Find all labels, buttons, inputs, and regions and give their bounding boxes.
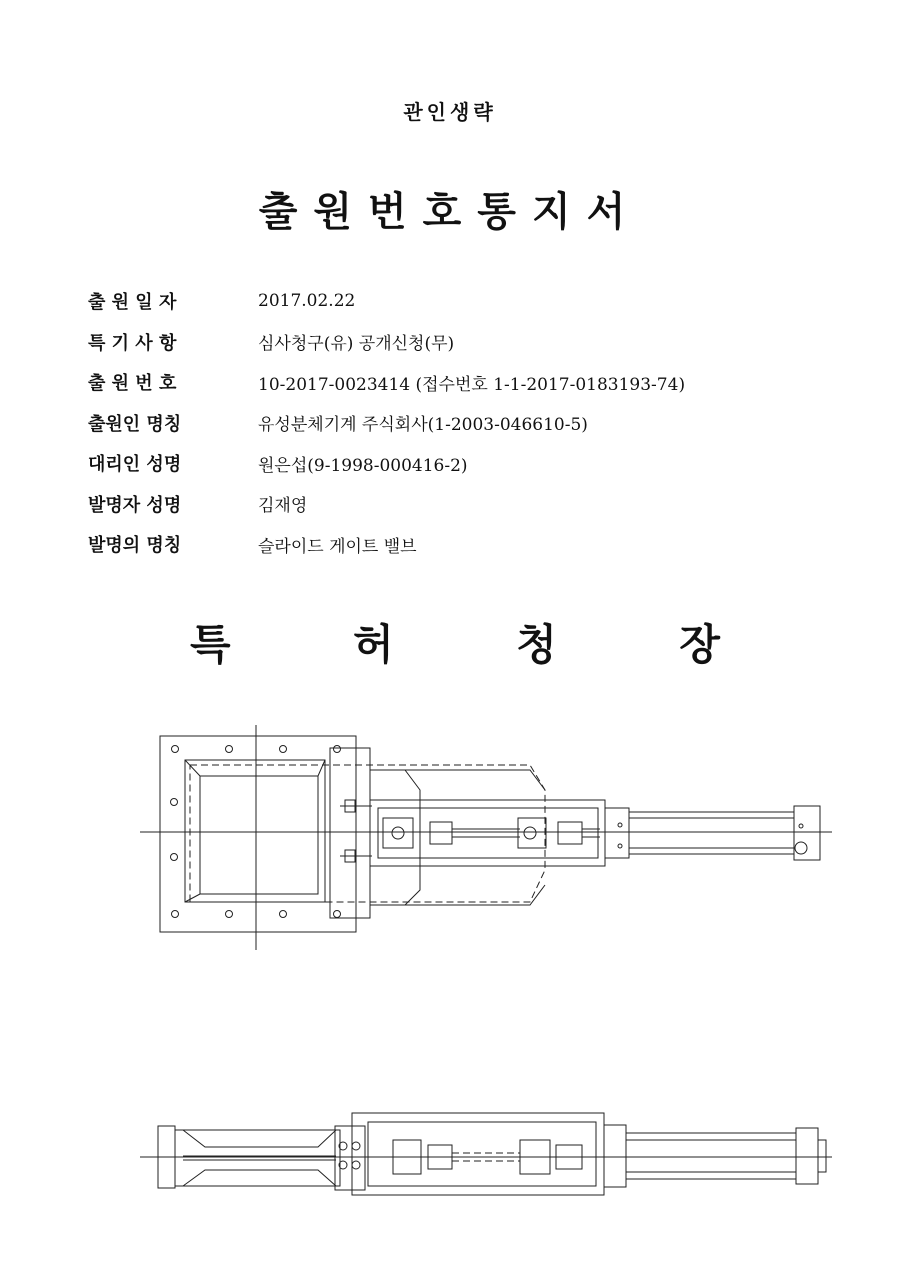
- office-char: 허: [353, 620, 394, 669]
- field-label: 발명자 성명: [88, 494, 182, 516]
- field-value: 슬라이드 게이트 밸브: [258, 536, 417, 557]
- document-title: 출원번호통지서: [258, 189, 642, 235]
- seal-omitted-note: 관인생략: [403, 100, 497, 124]
- slide-gate-valve-top-view: [140, 725, 832, 950]
- field-value: 심사청구(유) 공개신청(무): [258, 334, 455, 355]
- field-label: 출 원 번 호: [88, 373, 177, 395]
- office-char: 특: [190, 620, 231, 669]
- field-value: 김재영: [258, 496, 308, 517]
- field-label: 특 기 사 항: [88, 332, 177, 354]
- field-value: 유성분체기계 주식회사(1-2003-046610-5): [258, 415, 588, 436]
- field-label: 발명의 명칭: [88, 535, 182, 557]
- field-label: 대리인 성명: [88, 454, 182, 476]
- field-label: 출원인 명칭: [88, 413, 182, 435]
- field-value: 원은섭(9-1998-000416-2): [258, 455, 468, 476]
- office-char: 장: [679, 620, 720, 669]
- slide-gate-valve-side-view: [140, 1113, 832, 1195]
- office-char: 청: [516, 620, 557, 669]
- field-label: 출 원 일 자: [88, 292, 177, 314]
- field-value: 2017.02.22: [258, 291, 356, 312]
- field-value: 10-2017-0023414 (접수번호 1-1-2017-0183193-74): [258, 374, 686, 395]
